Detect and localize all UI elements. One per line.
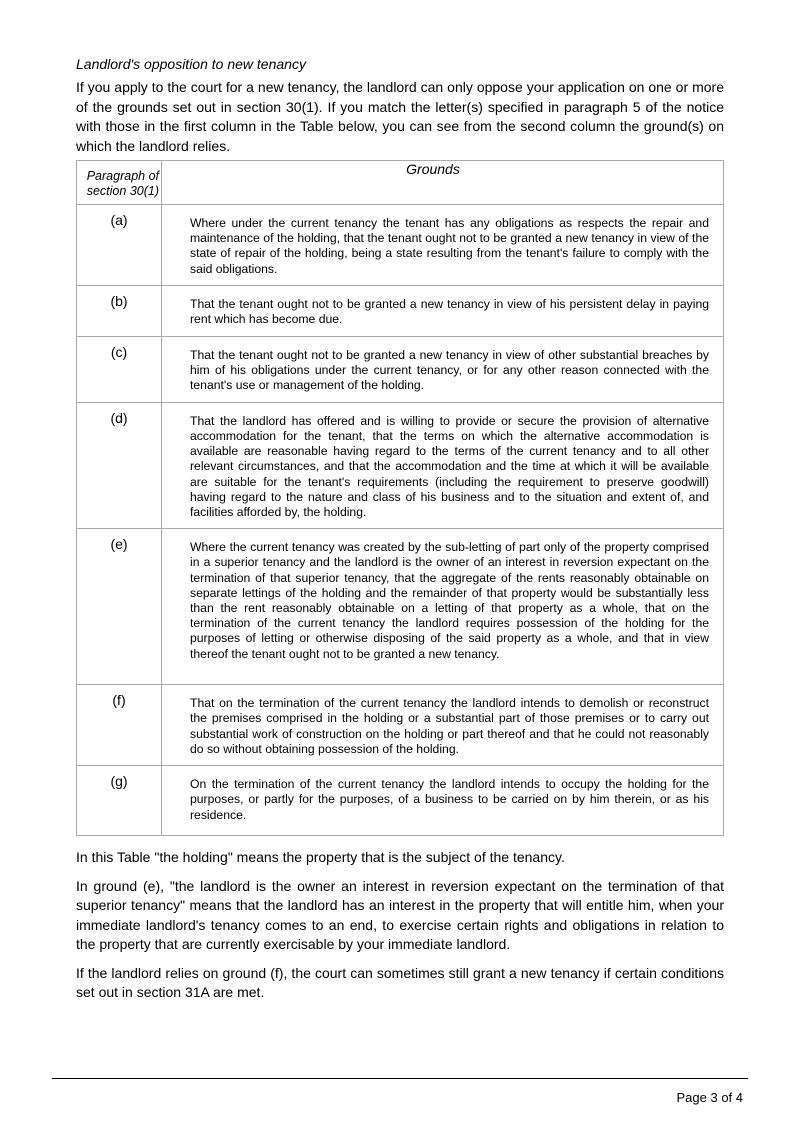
note-paragraph: In ground (e), "the landlord is the owner an interest in reversion expectant on the termination of that superior tenancy" means that the landlord has an interest in the property that will entitle him, when your immediate landlord's tenancy comes to an end, to exercise certain rights and obligations in relation to the property that are currently exercisable by your immediate landlord. [76, 877, 724, 952]
note-paragraph: If the landlord relies on ground (f), the court can sometimes still grant a new tenancy if certain conditions set out in section 31A are met. [76, 964, 724, 1000]
ground-letter: (d) [77, 402, 162, 528]
ground-letter: (c) [77, 336, 162, 402]
note-paragraph: In this Table "the holding" means the property that is the subject of the tenancy. [76, 849, 565, 865]
ground-letter: (a) [77, 205, 162, 286]
ground-text: That on the termination of the current tenancy the landlord intends to demolish or reconstruct the premises comprised in the holding or a substantial part of those premises or to carry out substantial work of construction on the holding or part thereof and that he could not reasonably do so without obtaining possession of the holding. [162, 685, 724, 766]
section-heading: Landlord's opposition to new tenancy [76, 56, 306, 72]
ground-letter: (f) [77, 685, 162, 766]
ground-letter: (e) [77, 529, 162, 685]
table-row [77, 336, 724, 402]
intro-paragraph: If you apply to the court for a new tenancy, the landlord can only oppose your application on one or more of the grounds set out in section 30(1). If you match the letter(s) specified in paragraph 5 of the notice with those in the first column in the Table below, you can see from the second column the ground(s) on which the landlord relies. [76, 79, 724, 154]
ground-text: That the landlord has offered and is willing to provide or secure the provision of alternative accommodation for the tenant, that the terms on which the alternative accommodation is available are reasonable having regard to the terms of the current tenancy and to all other relevant circumstances, and that the accommodation and the time at which it will be available are suitable for the tenant's requirements (including the requirement to preserve goodwill) having regard to the nature and class of his business and to the situation and extent of, and facilities afforded by, the holding. [162, 402, 724, 528]
page-number: Page 3 of 4 [676, 1090, 743, 1105]
table-row [77, 766, 724, 836]
table-row [77, 205, 724, 286]
ground-text: That the tenant ought not to be granted a new tenancy in view of other substantial breaches by him of his obligations under the current tenancy, or for any other reason connected with the tenant's use or management of the holding. [162, 336, 724, 402]
table-row [77, 402, 724, 528]
ground-text: That the tenant ought not to be granted a new tenancy in view of his persistent delay in paying rent which has become due. [162, 285, 724, 336]
ground-letter: (g) [77, 766, 162, 836]
paragraph-column-header: Paragraph of section 30(1) [77, 161, 162, 205]
table-row [77, 529, 724, 685]
footer-divider [52, 1078, 748, 1079]
notes-section [76, 848, 724, 1012]
table-header-row [77, 161, 724, 205]
ground-text: On the termination of the current tenancy the landlord intends to occupy the holding for the purposes, or partly for the purposes, of a business to be carried on by him therein, or as his residence. [162, 766, 724, 836]
ground-letter: (b) [77, 285, 162, 336]
table-row [77, 685, 724, 766]
ground-text: Where under the current tenancy the tenant has any obligations as respects the repair and maintenance of the holding, that the tenant ought not to be granted a new tenancy in view of the state of repair of the holding, being a state resulting from the tenant's failure to comply with the said obligations. [162, 205, 724, 286]
ground-text: Where the current tenancy was created by the sub-letting of part only of the property comprised in a superior tenancy and the landlord is the owner of an interest in reversion expectant on the termination of that superior tenancy, that the aggregate of the rents reasonably obtainable on separate lettings of the holding and the remainder of that property would be substantially less than the rent reasonably obtainable on a letting of that property as a whole, that on the termination of the current tenancy the landlord requires possession of the holding for the purposes of letting or otherwise disposing of the said property as a whole, and that in view thereof the tenant ought not to be granted a new tenancy. [162, 529, 724, 685]
grounds-table [76, 160, 724, 836]
table-row [77, 285, 724, 336]
grounds-column-header: Grounds [162, 161, 724, 205]
